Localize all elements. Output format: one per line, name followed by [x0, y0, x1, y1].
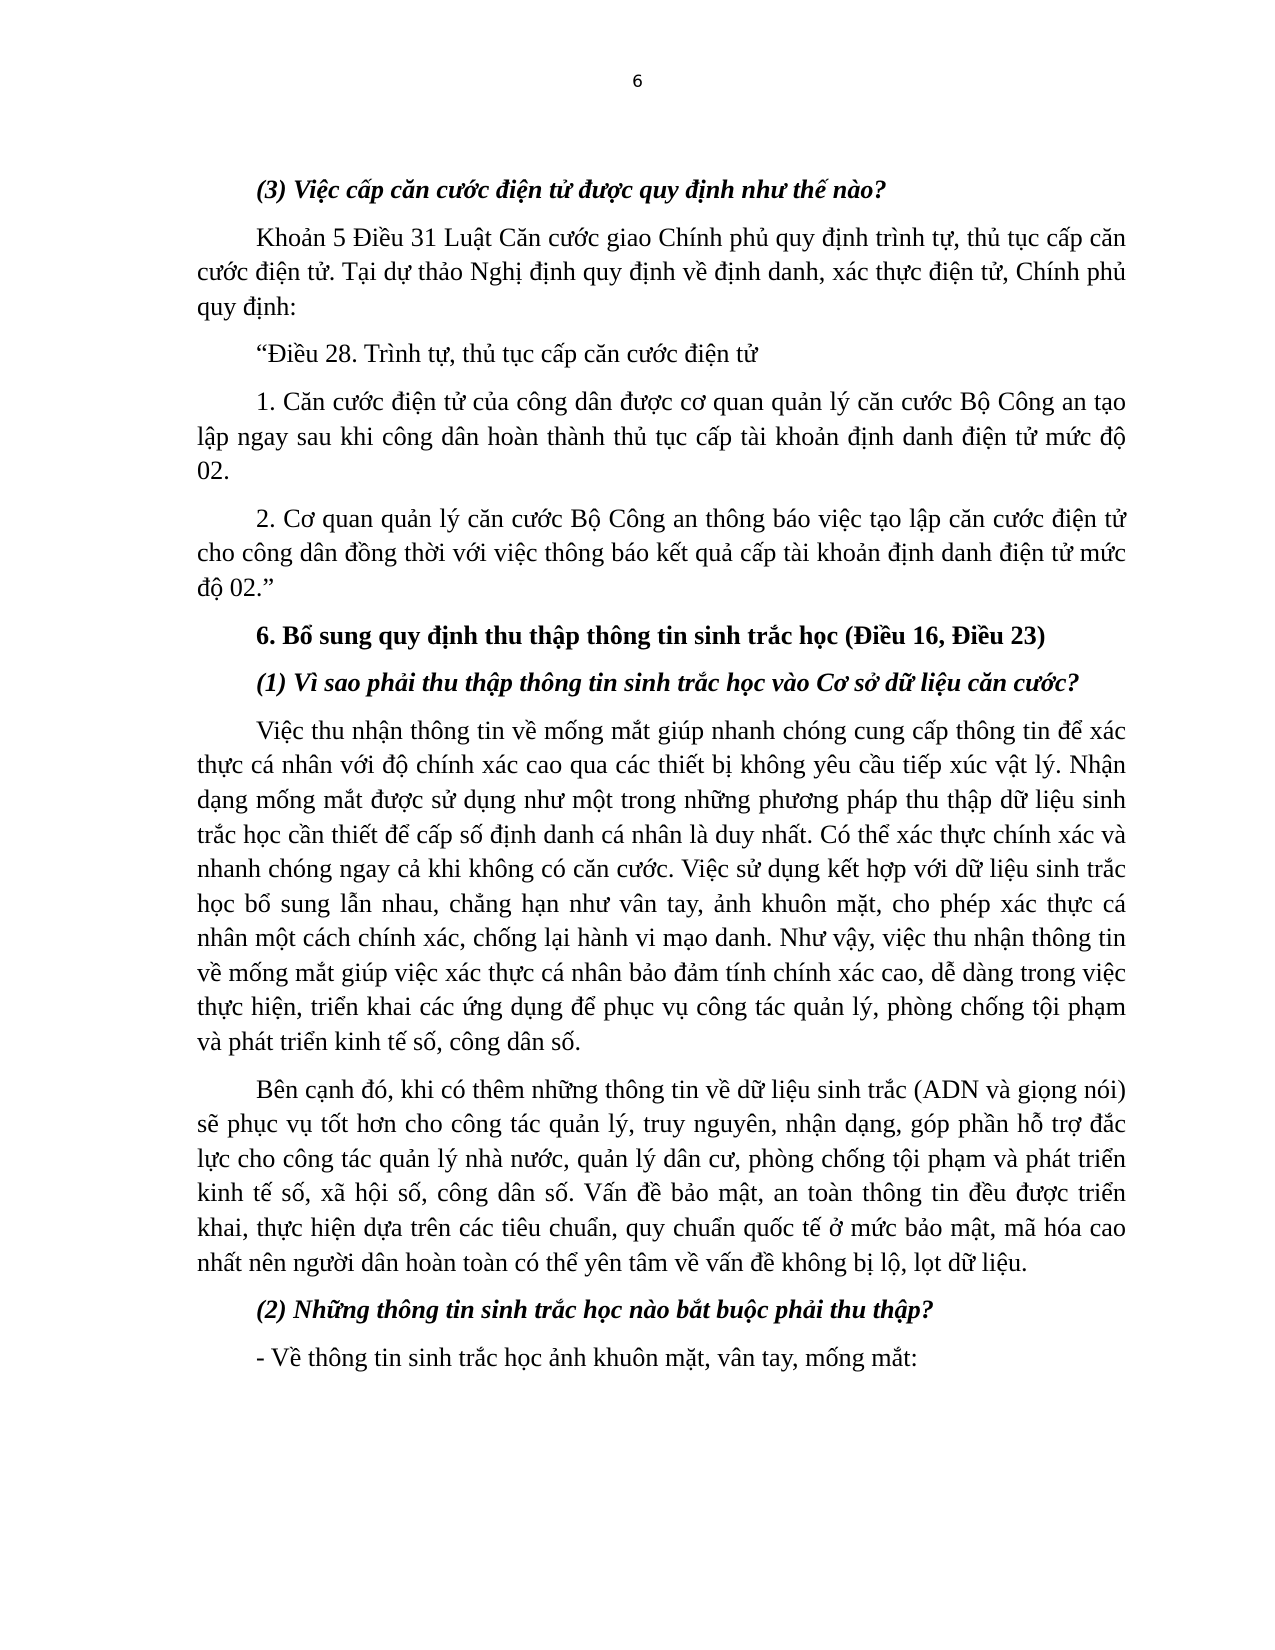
paragraph-dna-voice: Bên cạnh đó, khi có thêm những thông tin về dữ liệu sinh trắc (ADN và giọng nói) sẽ phục vụ tốt hơn cho công tác quản lý, truy nguyên, nhận dạng, góp phần hỗ trợ đắc lực cho công tác quản lý nhà nước, quản lý dân cư, phòng chống tội phạm và phát triển kinh tế số, xã hội số, công dân số. Vấn đề bảo mật, an toàn thông tin đều được triển khai, thực hiện dựa trên các tiêu chuẩn, quy chuẩn quốc tế ở mức bảo mật, mã hóa cao nhất nên người dân hoàn toàn có thể yên tâm về vấn đề không bị lộ, lọt dữ liệu.: [197, 1074, 1126, 1277]
subheading-why-biometrics: (1) Vì sao phải thu thập thông tin sinh trắc học vào Cơ sở dữ liệu căn cước?: [256, 668, 1080, 698]
document-body: [197, 173, 1126, 1388]
quoted-clause-1: 1. Căn cước điện tử của công dân được cơ quan quản lý căn cước Bộ Công an tạo lập ngay sau khi công dân hoàn thành thủ tục cấp tài khoản định danh điện tử mức độ 02.: [197, 386, 1126, 486]
page-number: 6: [632, 72, 643, 92]
subheading-mandatory-biometrics: (2) Những thông tin sinh trắc học nào bắt buộc phải thu thập?: [256, 1295, 934, 1325]
subheading-electronic-id-issuance: (3) Việc cấp căn cước điện tử được quy định như thế nào?: [256, 175, 887, 204]
quoted-clause-2: 2. Cơ quan quản lý căn cước Bộ Công an thông báo việc tạo lập căn cước điện tử cho công dân đồng thời với việc thông báo kết quả cấp tài khoản định danh điện tử mức độ 02.”: [197, 503, 1126, 602]
quoted-article-title: “Điều 28. Trình tự, thủ tục cấp căn cước điện tử: [256, 339, 758, 369]
paragraph-iris-recognition: Việc thu nhận thông tin về mống mắt giúp nhanh chóng cung cấp thông tin để xác thực cá nhân với độ chính xác cao qua các thiết bị không yêu cầu tiếp xúc vật lý. Nhận dạng mống mắt được sử dụng như một trong những phương pháp thu thập dữ liệu sinh trắc học cần thiết để cấp số định danh cá nhân là duy nhất. Có thể xác thực chính xác và nhanh chóng ngay cả khi không có căn cước. Việc sử dụng kết hợp với dữ liệu sinh trắc học bổ sung lẫn nhau, chẳng hạn như vân tay, ảnh khuôn mặt, cho phép xác thực cá nhân một cách chính xác, chống lại hành vi mạo danh. Như vậy, việc thu nhận thông tin về mống mắt giúp việc xác thực cá nhân bảo đảm tính chính xác cao, dễ dàng trong việc thực hiện, triển khai các ứng dụng để phục vụ công tác quản lý, phòng chống tội phạm và phát triển kinh tế số, công dân số.: [197, 715, 1126, 1057]
paragraph-law-reference: Khoản 5 Điều 31 Luật Căn cước giao Chính phủ quy định trình tự, thủ tục cấp căn cước điện tử. Tại dự thảo Nghị định quy định về định danh, xác thực điện tử, Chính phủ quy định:: [197, 222, 1126, 321]
section-heading-biometrics: 6. Bổ sung quy định thu thập thông tin sinh trắc học (Điều 16, Điều 23): [256, 620, 1046, 650]
paragraph-face-fingerprint-iris: - Về thông tin sinh trắc học ảnh khuôn mặt, vân tay, mống mắt:: [256, 1342, 918, 1372]
